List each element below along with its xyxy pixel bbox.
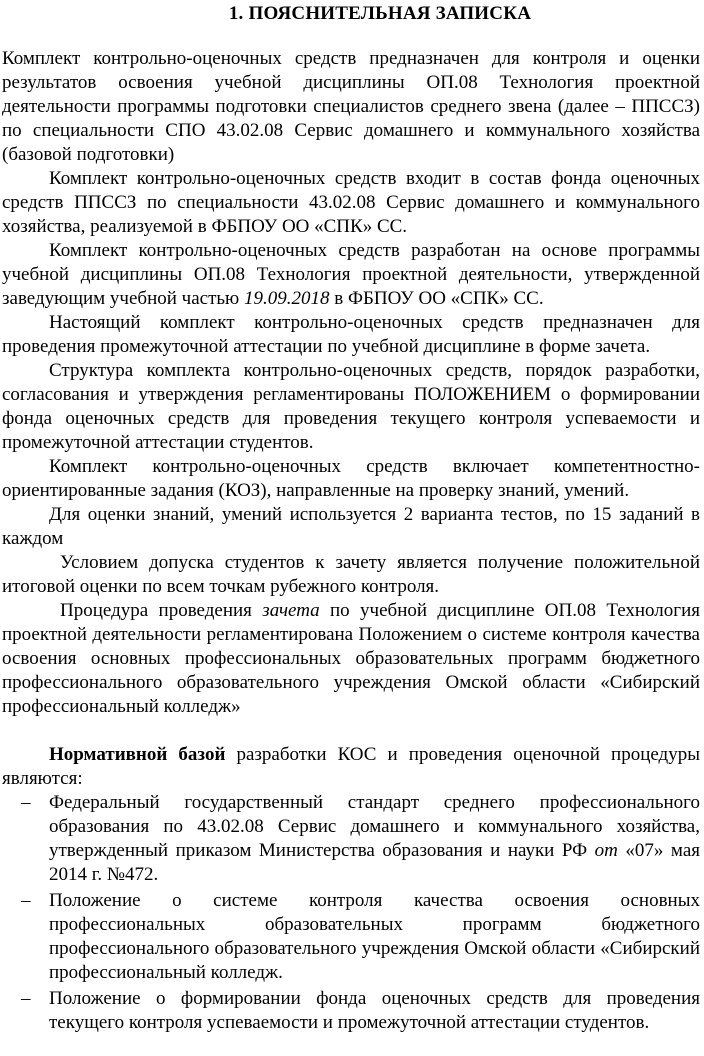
section-title: 1. ПОЯСНИТЕЛЬНАЯ ЗАПИСКА: [228, 3, 532, 24]
tasks-paragraph: Комплект контрольно-оценочных средств включает компетентностно-ориентированные задания (КОЗ), направленные на проверку знаний, умений.: [2, 456, 700, 501]
procedure-text: Процедура проведения: [60, 600, 263, 621]
procedure-paragraph: [2, 599, 700, 719]
procedure-tail: по учебной дисциплине ОП.08 Технология проектной деятельности регламентирована Положением о системе контроля качества освоения основных профессиональных образовательных программ бюджетного профессионального образовательного учреждения Омской области «Сибирский профессиональный колледж»: [2, 600, 700, 717]
normative-item-standard: [2, 791, 700, 887]
program-basis-text: Комплект контрольно-оценочных средств разработан на основе программы учебной дисциплины ОП.08 Технология проектной деятельности, утвержденной заведующим учебной частью: [2, 240, 700, 309]
tests-paragraph: Для оценки знаний, умений используется 2 варианта тестов, по 15 заданий в каждом: [2, 504, 700, 549]
purpose-paragraph: Настоящий комплект контрольно-оценочных средств предназначен для проведения промежуточной аттестации по учебной дисциплине в форме зачета.: [2, 312, 700, 357]
normative-intro-text: разработки КОС и проведения оценочной процедуры являются:: [2, 744, 700, 789]
normative-intro: [2, 743, 700, 791]
standard-text: Федеральный государственный стандарт среднего профессионального образования по 43.02.08 Сервис домашнего и коммунального хозяйства, утвержденный приказом Министерства образования и науки РФ: [49, 792, 700, 861]
program-basis-tail: в ФБПОУ ОО «СПК» СС.: [329, 288, 544, 309]
dash-bullet: –: [21, 890, 31, 911]
standard-italic: от: [594, 840, 618, 861]
dash-bullet: –: [21, 988, 31, 1009]
procedure-italic: зачета: [262, 600, 320, 621]
quality-regulation-text: Положение о системе контроля качества освоения основных профессиональных образовательных программ бюджетного профессионального образовательного учреждения Омской области «Сибирский профессиональный колледж.: [49, 890, 700, 983]
admission-paragraph: Условием допуска студентов к зачету является получение положительной итоговой оценки по всем точкам рубежного контроля.: [2, 552, 700, 597]
normative-list: [2, 791, 700, 1035]
normative-item-fund-regulation: [2, 987, 700, 1035]
intro-paragraph: Комплект контрольно-оценочных средств предназначен для контроля и оценки результатов освоения учебной дисциплины ОП.08 Технология проектной деятельности программы подготовки специалистов среднего звена (далее – ППССЗ) по специальности СПО 43.02.08 Сервис домашнего и коммунального хозяйства (базовой подготовки): [2, 48, 700, 165]
fund-paragraph: Комплект контрольно-оценочных средств входит в состав фонда оценочных средств ППССЗ по специальности 43.02.08 Сервис домашнего и коммунального хозяйства, реализуемой в ФБПОУ ОО «СПК» СС.: [2, 168, 700, 237]
structure-paragraph: Структура комплекта контрольно-оценочных средств, порядок разработки, согласования и утверждения регламентированы ПОЛОЖЕНИЕМ о формировании фонда оценочных средств для проведения текущего контроля успеваемости и промежуточной аттестации студентов.: [2, 360, 700, 453]
program-basis-paragraph: [2, 239, 700, 311]
fund-regulation-text: Положение о формировании фонда оценочных средств для проведения текущего контроля успеваемости и промежуточной аттестации студентов.: [49, 988, 700, 1033]
dash-bullet: –: [21, 792, 31, 813]
standard-tail: «07» мая 2014 г. №472.: [49, 840, 700, 885]
normative-item-quality-regulation: [2, 889, 700, 985]
normative-bold-label: Нормативной базой: [49, 744, 226, 765]
document-page: [2, 2, 700, 1037]
approval-date: 19.09.2018: [244, 288, 330, 309]
spacer: [2, 719, 700, 743]
